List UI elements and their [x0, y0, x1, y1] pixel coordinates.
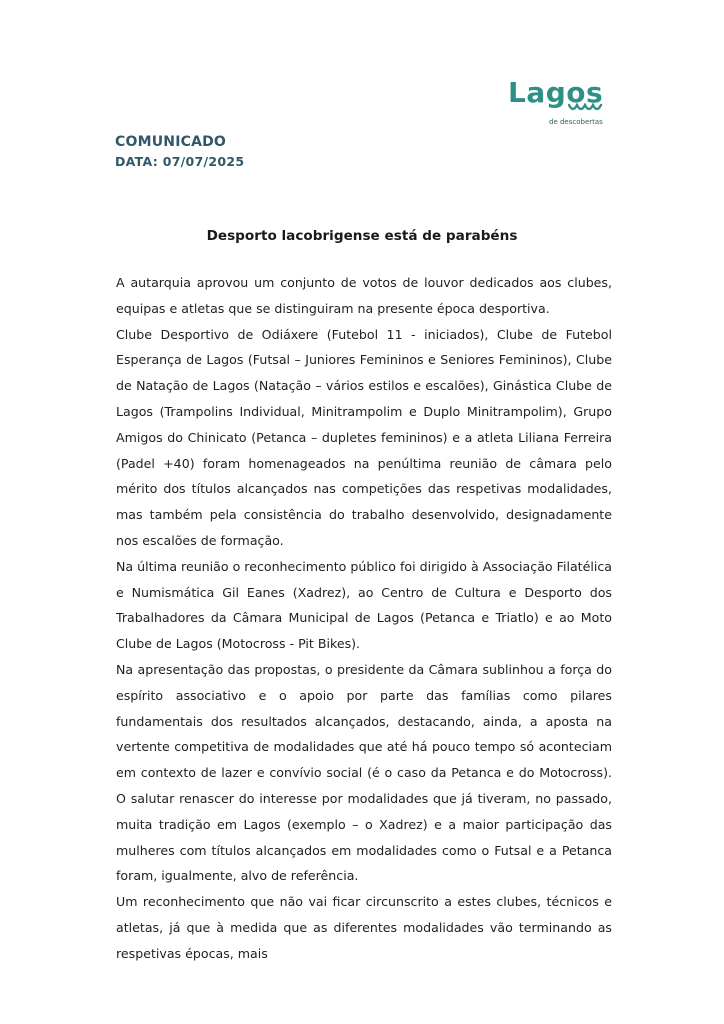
body-paragraph: Na apresentação das propostas, o presidente da Câmara sublinhou a força do espírito associativo e o apoio por parte das famílias como pilares fundamentais dos resultados alcançados, destacando, ainda, a aposta na vertente competitiva de modalidades que até há pouco tempo só aconteciam em contexto de lazer e convívio social (é o caso da Petanca e do Motocross). O salutar renascer do interesse por modalidades que já tiveram, no passado, muita tradição em Lagos (exemplo – o Xadrez) e a maior participação das mulheres com títulos alcançados em modalidades como o Futsal e a Petanca foram, igualmente, alvo de referência. [116, 661, 612, 884]
document-title: Desporto lacobrigense está de parabéns [206, 228, 518, 244]
document-body [116, 270, 612, 967]
body-paragraph: Na última reunião o reconhecimento público foi dirigido à Associação Filatélica e Numismática Gil Eanes (Xadrez), ao Centro de Cultura e Desporto dos Trabalhadores da Câmara Municipal de Lagos (Petanca e Triatlo) e ao Moto Clube de Lagos (Motocross - Pit Bikes). [116, 558, 612, 652]
lagos-logo [508, 78, 608, 132]
body-paragraph: A autarquia aprovou um conjunto de votos de louvor dedicados aos clubes, equipas e atletas que se distinguiram na presente época desportiva. [116, 275, 612, 316]
document-date: DATA: 07/07/2025 [115, 154, 245, 169]
document-type-label: COMUNICADO [115, 134, 227, 150]
body-paragraph: Clube Desportivo de Odiáxere (Futebol 11 - iniciados), Clube de Futebol Esperança de Lagos (Futsal – Juniores Femininos e Seniores Femininos), Clube de Natação de Lagos (Natação – vários estilos e escalões), Ginástica Clube de Lagos (Trampolins Individual, Minitrampolim e Duplo Minitrampolim), Grupo Amigos do Chinicato (Petanca – dupletes femininos) e a atleta Liliana Ferreira (Padel +40) foram homenageados na penúltima reunião de câmara pelo mérito dos títulos alcançados nas competições das respetivas modalidades, mas também pela consistência do trabalho desenvolvido, designadamente nos escalões de formação. [116, 326, 612, 548]
wave-icon [568, 102, 604, 116]
document-header [115, 133, 244, 171]
body-paragraph: Um reconhecimento que não vai ficar circunscrito a estes clubes, técnicos e atletas, já que à medida que as diferentes modalidades vão terminando as respetivas épocas, mais [116, 894, 612, 961]
logo-wordmark: Lagos [508, 76, 604, 109]
logo-tagline: de descobertas [549, 118, 603, 126]
